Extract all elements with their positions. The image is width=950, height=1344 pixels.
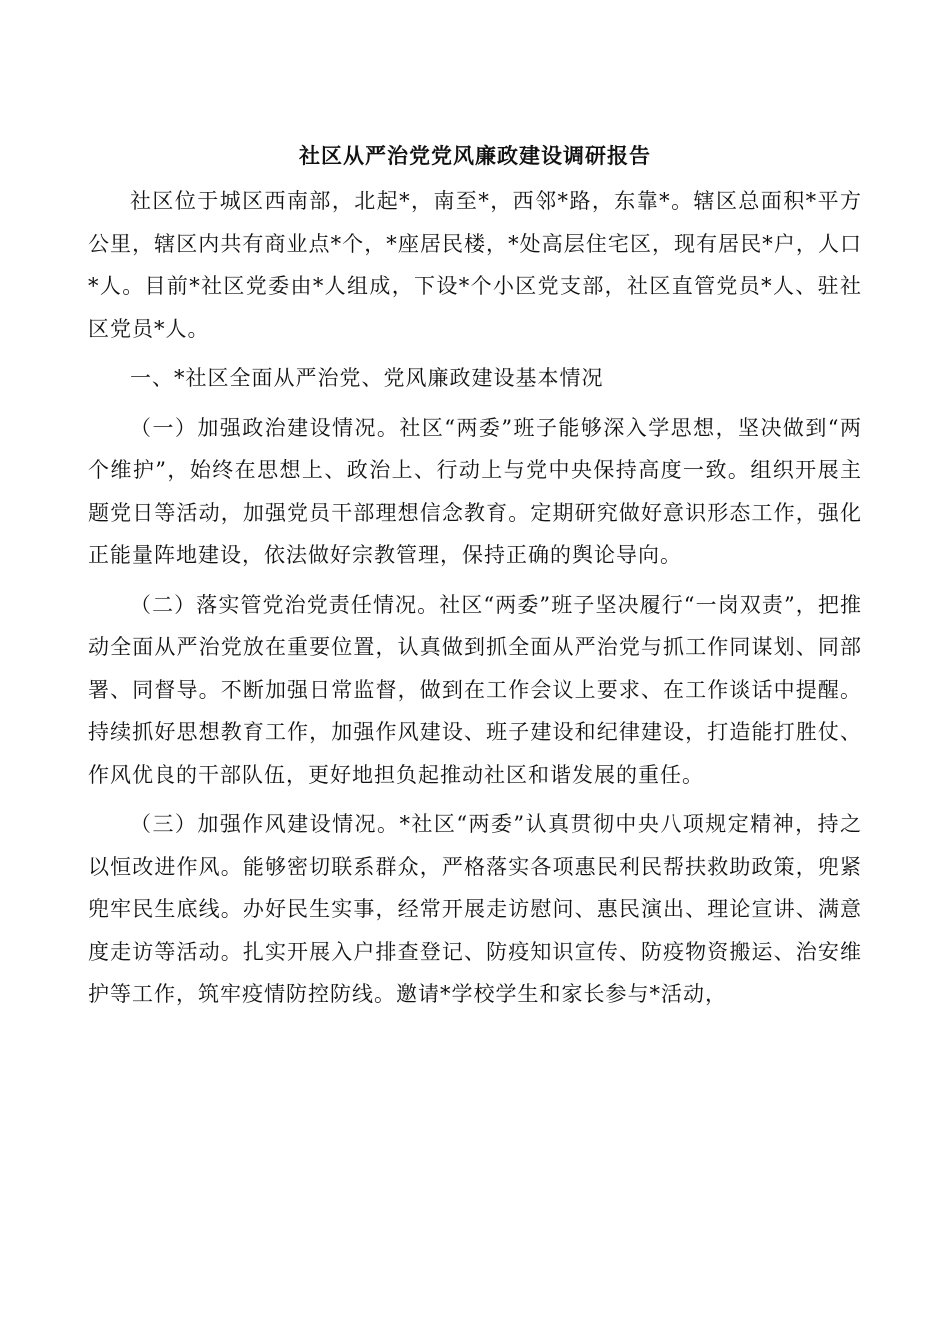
subsection-paragraph-3: （三）加强作风建设情况。*社区“两委”认真贯彻中央八项规定精神，持之以恒改进作风。能够密切联系群众，严格落实各项惠民利民帮扶救助政策，兜紧兜牢民生底线。办好民生实事，经常开展走访慰问、惠民演出、理论宣讲、满意度走访等活动。扎实开展入户排查登记、防疫知识宣传、防疫物资搬运、治安维护等工作，筑牢疫情防控防线。邀请*学校学生和家长参与*活动， [88,812,862,1006]
subsection-paragraph-2: （二）落实管党治党责任情况。社区“两委”班子坚决履行“一岗双责”，把推动全面从严治党放在重要位置，认真做到抓全面从严治党与抓工作同谋划、同部署、同督导。不断加强日常监督，做到在工作会议上要求、在工作谈话中提醒。持续抓好思想教育工作，加强作风建设、班子建设和纪律建设，打造能打胜仗、作风优良的干部队伍，更好地担负起推动社区和谐发展的重任。 [88,592,862,787]
document-title: 社区从严治党党风廉政建设调研报告 [299,143,651,168]
document-page [88,140,862,1023]
intro-paragraph: 社区位于城区西南部，北起*，南至*，西邻*路，东靠*。辖区总面积*平方公里，辖区内共有商业点*个，*座居民楼，*处高层住宅区，现有居民*户，人口*人。目前*社区党委由*人组成，下设*个小区党支部，社区直管党员*人、驻社区党员*人。 [88,189,862,341]
section-heading: 一、*社区全面从严治党、党风廉政建设基本情况 [130,366,604,390]
subsection-paragraph-1: （一）加强政治建设情况。社区“两委”班子能够深入学思想，坚决做到“两个维护”，始终在思想上、政治上、行动上与党中央保持高度一致。组织开展主题党日等活动，加强党员干部理想信念教育。定期研究做好意识形态工作，强化正能量阵地建设，依法做好宗教管理，保持正确的舆论导向。 [88,415,862,567]
